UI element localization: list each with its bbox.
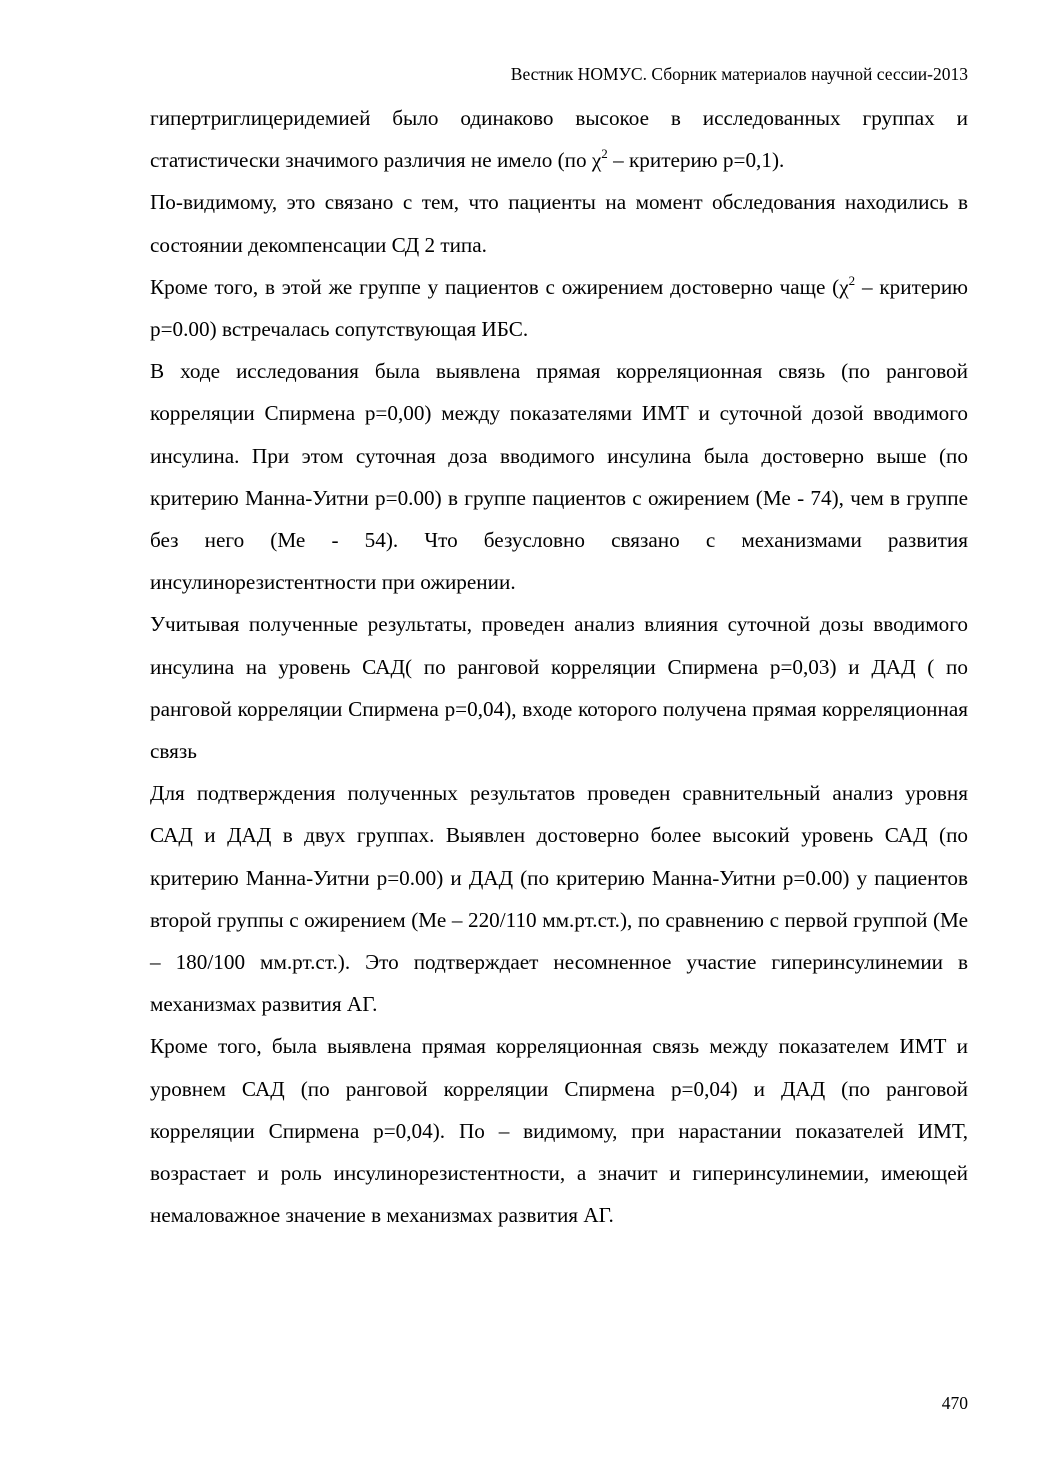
paragraph-6: Для подтверждения полученных результатов проведен сравнительный анализ уровня САД и ДАД в двух группах. Выявлен достоверно более высокий уровень САД (по критерию Манна-Уитни p=0.00) и ДАД (по критерию Манна-Уитни p=0.00) у пациентов второй группы с ожирением (Ме – 220/110 мм.рт.ст.), по сравнению с первой группой (Ме – 180/100 мм.рт.ст.). Это подтверждает несомненное участие гиперинсулинемии в механизмах развития АГ. [150, 781, 968, 1017]
paragraph-3-text-a: Кроме того, в этой же группе у пациентов с ожирением достоверно чаще (χ [150, 274, 849, 299]
paragraph-5: Учитывая полученные результаты, проведен анализ влияния суточной дозы вводимого инсулина на уровень САД( по ранговой корреляции Спирмена p=0,03) и ДАД ( по ранговой корреляции Спирмена p=0,04), входе которого получена прямая корреляционная связь [150, 612, 968, 764]
running-header: Вестник НОМУС. Сборник материалов научной сессии-2013 [510, 64, 968, 84]
document-body [150, 97, 968, 1236]
paragraph-3 [150, 266, 968, 350]
paragraph-7: Кроме того, была выявлена прямая корреляционная связь между показателем ИМТ и уровнем САД (по ранговой корреляции Спирмена p=0,04) и ДАД (по ранговой корреляции Спирмена p=0,04). По – видимому, при нарастании показателей ИМТ, возрастает и роль инсулинорезистентности, а значит и гиперинсулинемии, имеющей немаловажное значение в механизмах развития АГ. [150, 1034, 968, 1228]
paragraph-1 [150, 97, 968, 181]
chi-square-superscript: 2 [601, 146, 608, 162]
paragraph-2: По-видимому, это связано с тем, что пациенты на момент обследования находились в состоянии декомпенсации СД 2 типа. [150, 190, 968, 257]
paragraph-1-text-a: гипертриглицеридемией было одинаково высокое в исследованных группах и статистически значимого различия не имело (по χ [150, 106, 968, 173]
paragraph-3-text-b: – критерию p=0.00) встречалась сопутствующая ИБС. [150, 274, 968, 342]
paragraph-4: В ходе исследования была выявлена прямая корреляционная связь (по ранговой корреляции Спирмена p=0,00) между показателями ИМТ и суточной дозой вводимого инсулина. При этом суточная доза вводимого инсулина была достоверно выше (по критерию Манна-Уитни p=0.00) в группе пациентов с ожирением (Ме - 74), чем в группе без него (Ме - 54). Что безусловно связано с механизмами развития инсулинорезистентности при ожирении. [150, 359, 968, 595]
chi-square-superscript: 2 [848, 272, 856, 288]
paragraph-1-text-b: – критерию p=0,1). [607, 148, 785, 173]
page-number: 470 [941, 1393, 968, 1413]
